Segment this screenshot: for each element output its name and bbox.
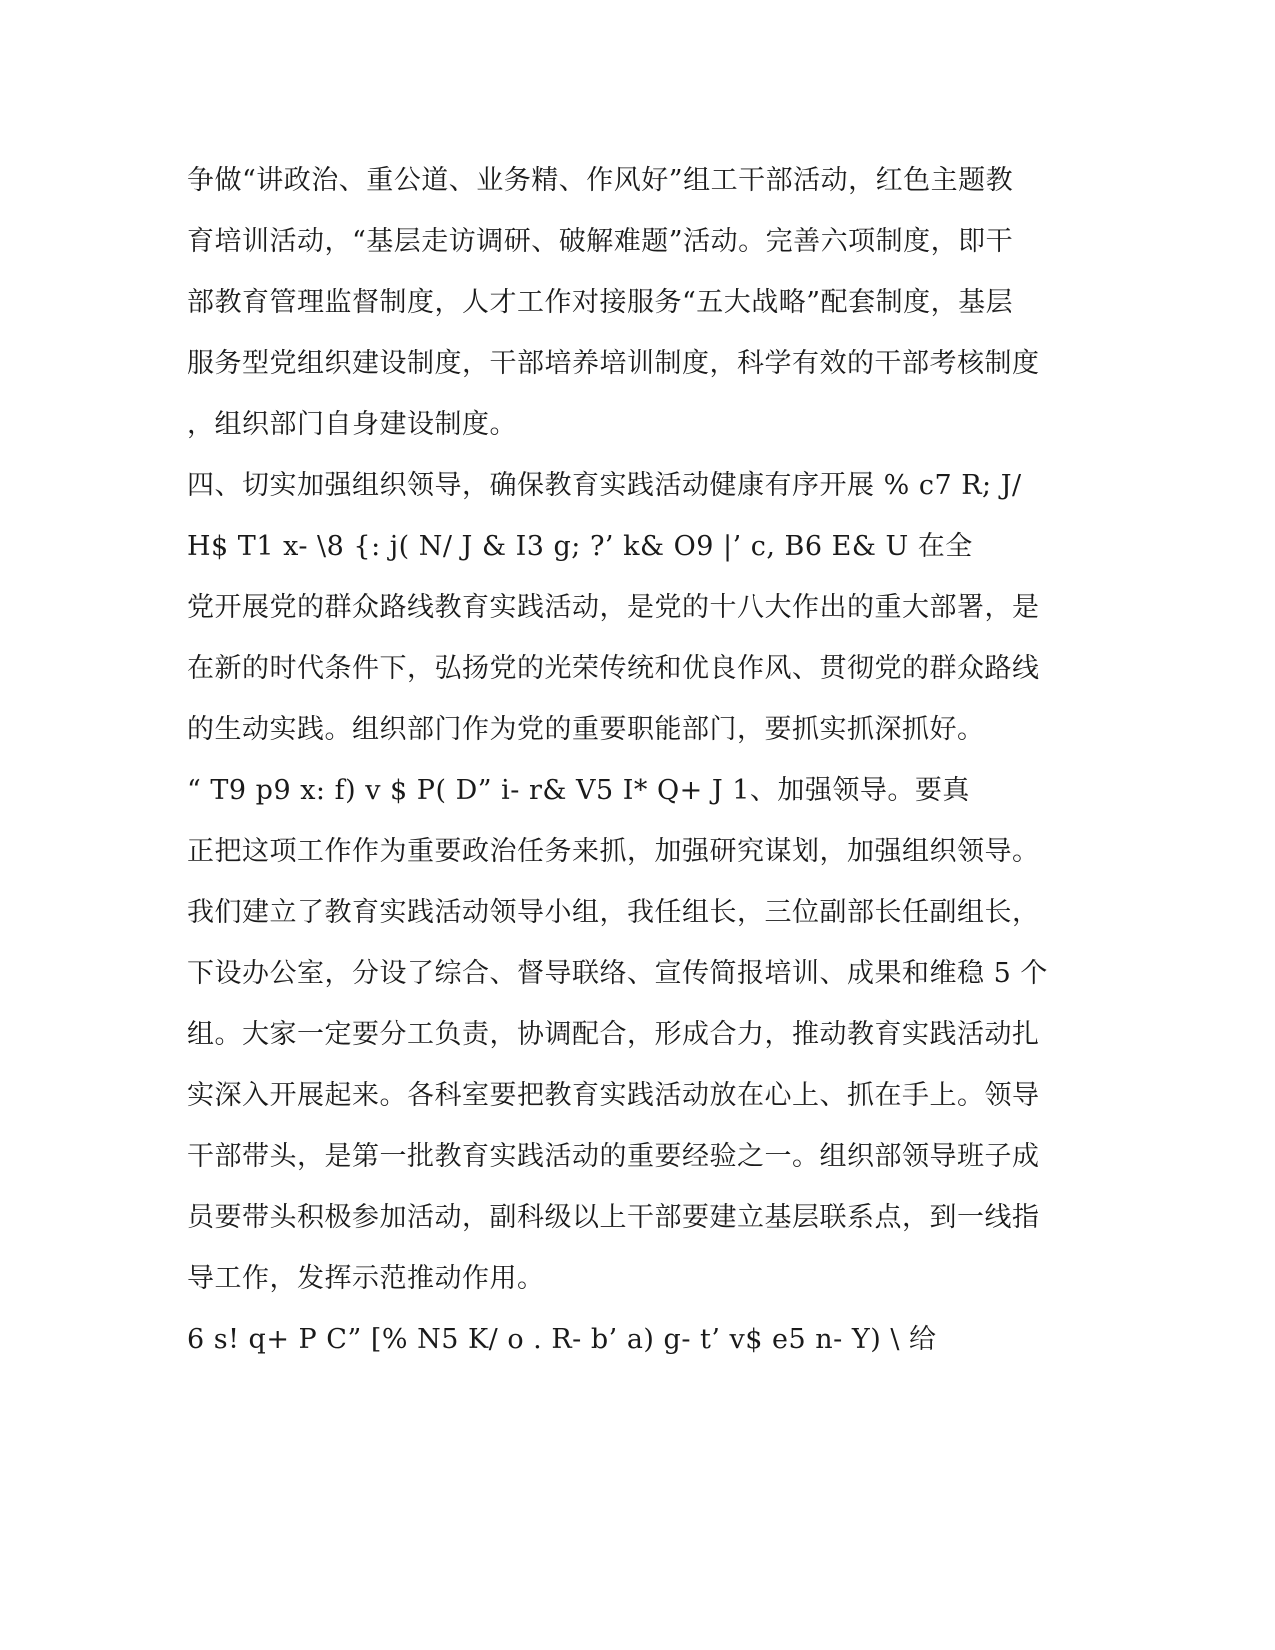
text-line: 我们建立了教育实践活动领导小组，我任组长，三位副部长任副组长，: [187, 897, 1040, 928]
text-line: 服务型党组织建设制度，干部培养培训制度，科学有效的干部考核制度: [187, 348, 1040, 379]
text-line: 部教育管理监督制度，人才工作对接服务“五大战略”配套制度，基层: [187, 287, 1014, 318]
text-line: H$ T1 x- \8 {: j( N/ J & I3 g; ?’ k& O9 |’ c, B6 E& U 在全: [187, 531, 973, 562]
text-line: 6 s! q+ P C” [% N5 K/ o . R- b’ a) g- t’ v$ e5 n- Y) \ 给: [187, 1324, 937, 1355]
text-line: 育培训活动，“基层走访调研、破解难题”活动。完善六项制度，即干: [187, 226, 1014, 257]
text-line: ，组织部门自身建设制度。: [187, 409, 517, 440]
text-line: 导工作，发挥示范推动作用。: [187, 1263, 545, 1294]
text-line: 在新的时代条件下，弘扬党的光荣传统和优良作风、贯彻党的群众路线: [187, 653, 1040, 684]
text-line: 组。大家一定要分工负责，协调配合，形成合力，推动教育实践活动扎: [187, 1019, 1040, 1050]
text-line: 干部带头，是第一批教育实践活动的重要经验之一。组织部领导班子成: [187, 1141, 1040, 1172]
text-line: 实深入开展起来。各科室要把教育实践活动放在心上、抓在手上。领导: [187, 1080, 1040, 1111]
text-line: 的生动实践。组织部门作为党的重要职能部门，要抓实抓深抓好。: [187, 714, 985, 745]
text-line: 员要带头积极参加活动，副科级以上干部要建立基层联系点，到一线指: [187, 1202, 1040, 1233]
text-line: 下设办公室，分设了综合、督导联络、宣传简报培训、成果和维稳 5 个: [187, 958, 1048, 989]
text-line: 争做“讲政治、重公道、业务精、作风好”组工干部活动，红色主题教: [187, 165, 1014, 196]
text-line: “ T9 p9 x: f) v $ P( D” i- r& V5 I* Q+ J 1、加强领导。要真: [187, 775, 970, 806]
text-line: 党开展党的群众路线教育实践活动，是党的十八大作出的重大部署，是: [187, 592, 1040, 623]
text-line: 正把这项工作作为重要政治任务来抓，加强研究谋划，加强组织领导。: [187, 836, 1040, 867]
text-line: 四、切实加强组织领导，确保教育实践活动健康有序开展 % c7 R; J/: [187, 470, 1022, 501]
